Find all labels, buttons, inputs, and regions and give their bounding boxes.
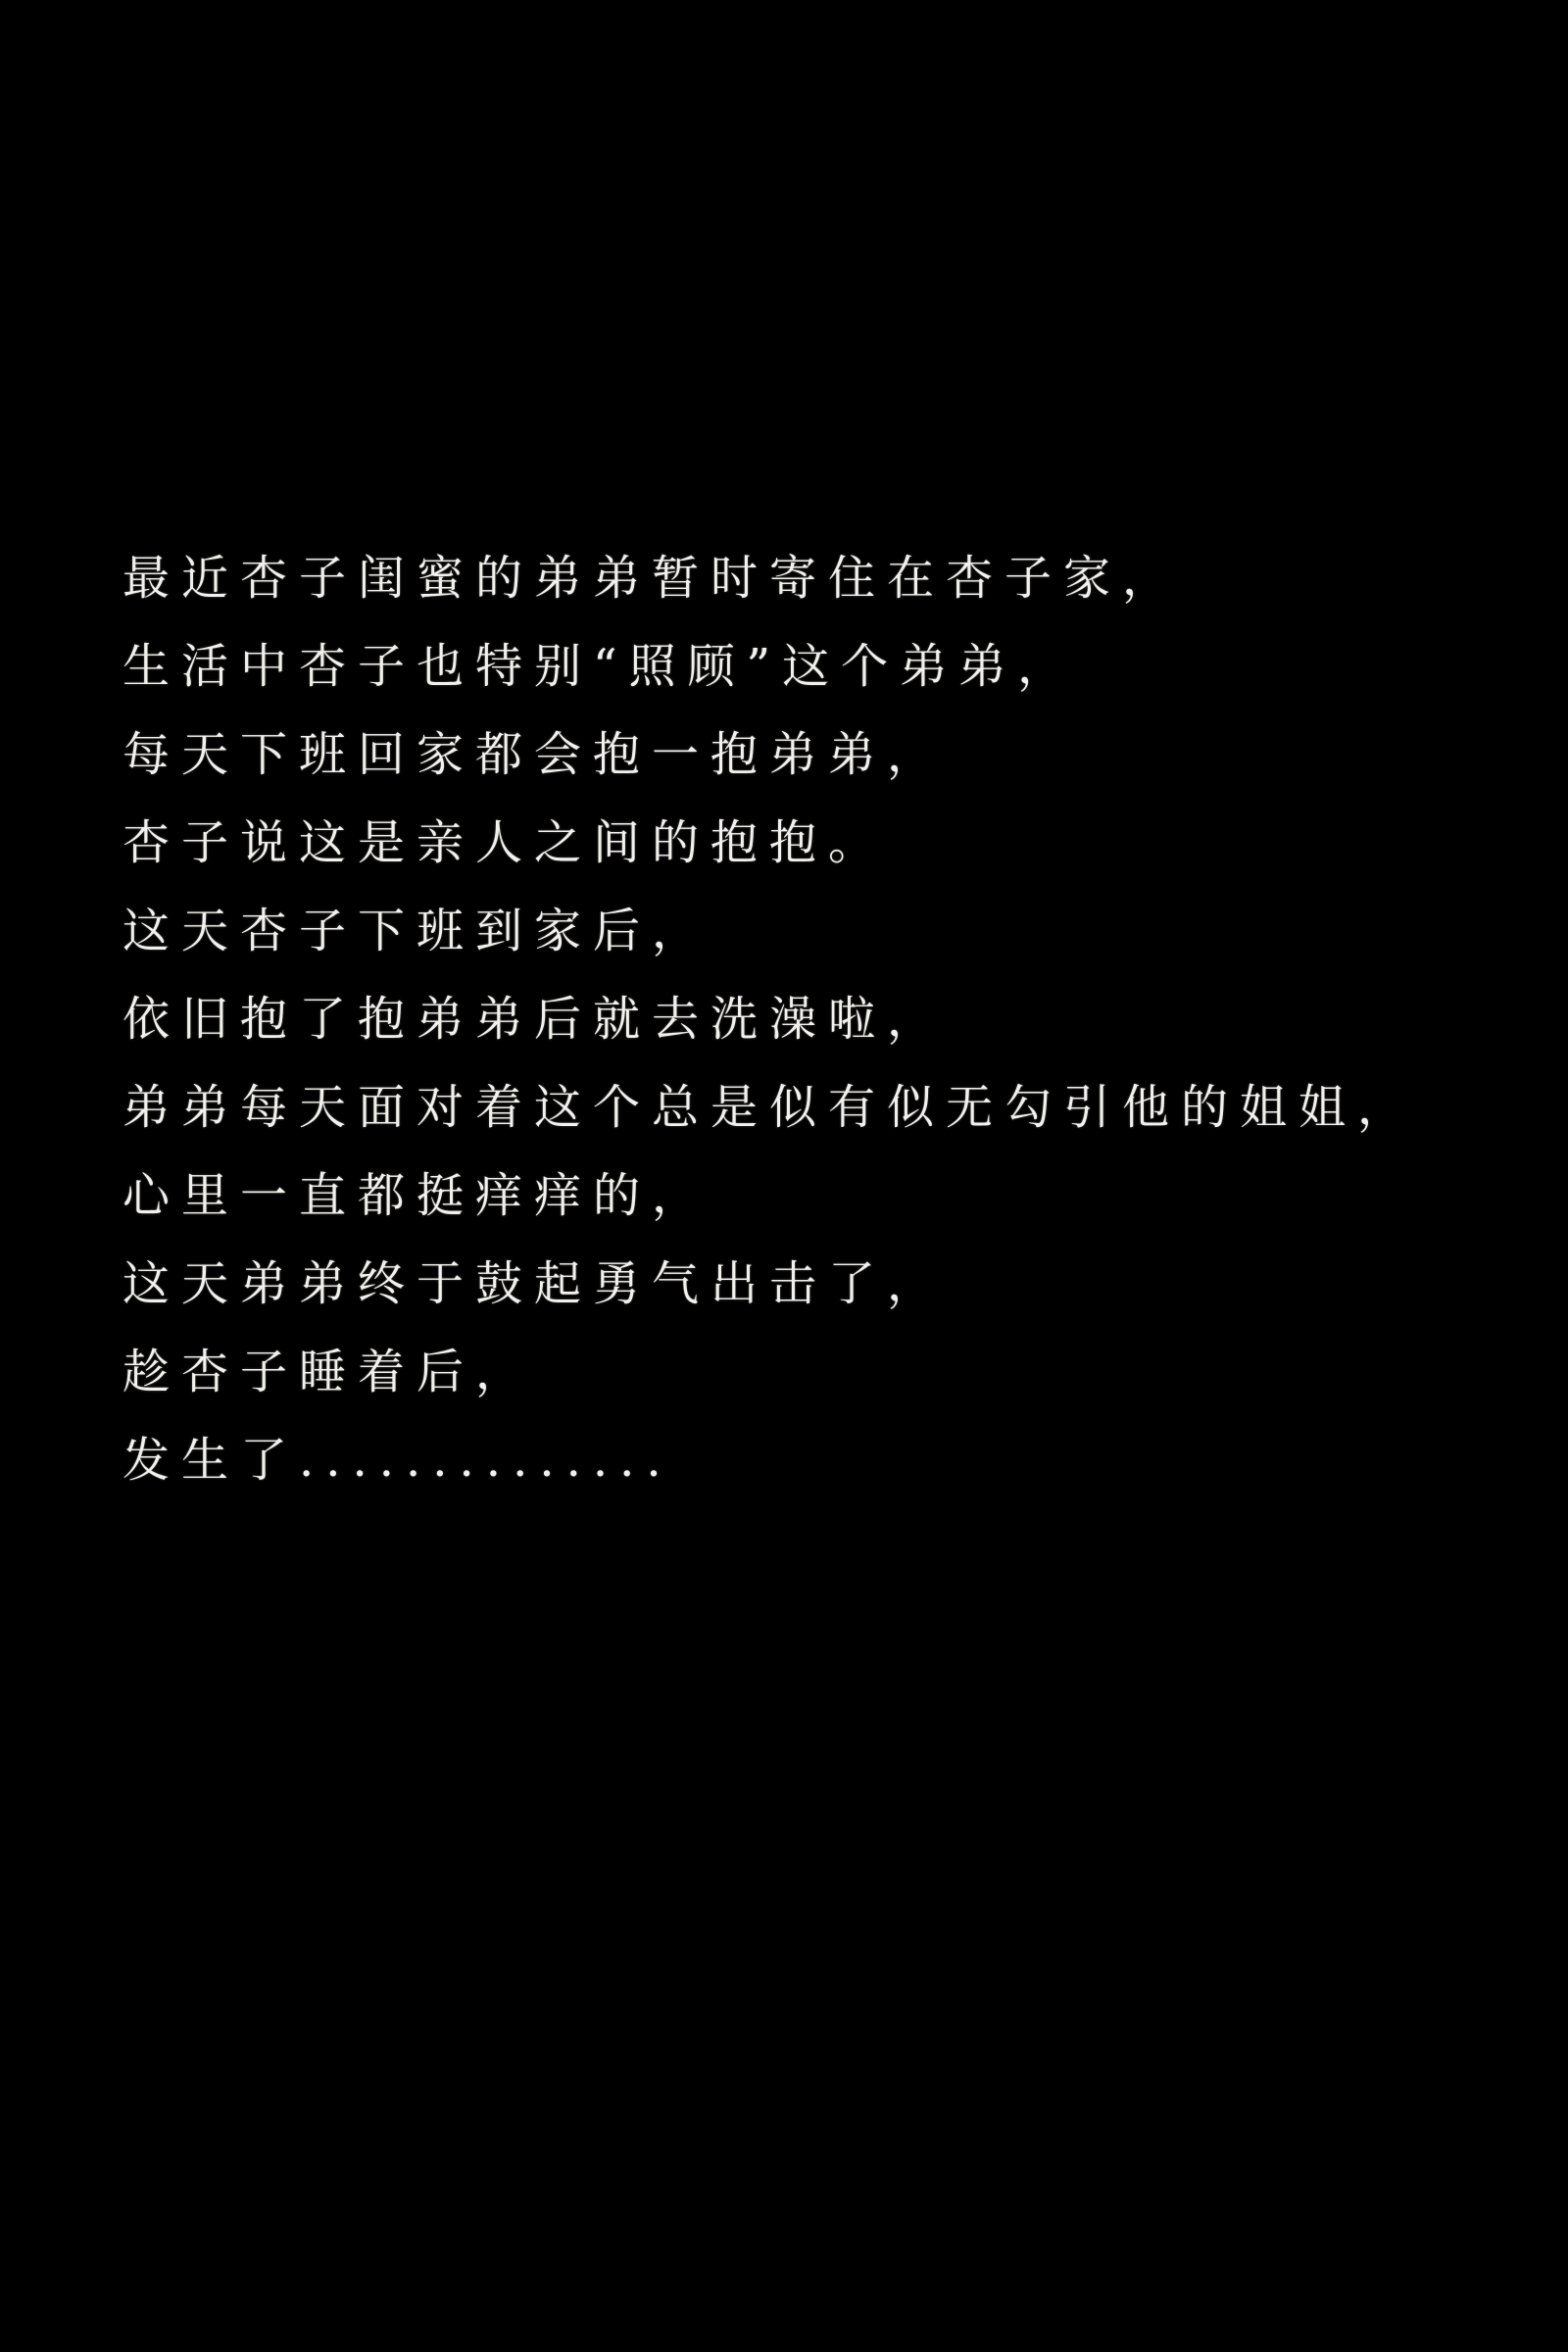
story-line: 发生了..............	[122, 1433, 673, 1488]
story-line: 生活中杏子也特别“照顾”这个弟弟，	[122, 639, 1077, 694]
story-line: 趁杏子睡着后，	[122, 1345, 535, 1399]
story-line: 杏子说这是亲人之间的抱抱。	[122, 815, 888, 870]
story-line: 弟弟每天面对着这个总是似有似无勾引他的姐姐，	[122, 1080, 1417, 1135]
story-text-block	[122, 534, 1514, 1504]
story-line: 心里一直都挺痒痒的，	[122, 1168, 711, 1223]
story-line: 这天弟弟终于鼓起勇气出击了，	[122, 1256, 947, 1311]
story-line: 最近杏子闺蜜的弟弟暂时寄住在杏子家，	[122, 551, 1182, 606]
story-line: 这天杏子下班到家后，	[122, 904, 711, 958]
story-line: 每天下班回家都会抱一抱弟弟，	[122, 727, 947, 782]
story-line: 依旧抱了抱弟弟后就去洗澡啦，	[122, 992, 947, 1047]
